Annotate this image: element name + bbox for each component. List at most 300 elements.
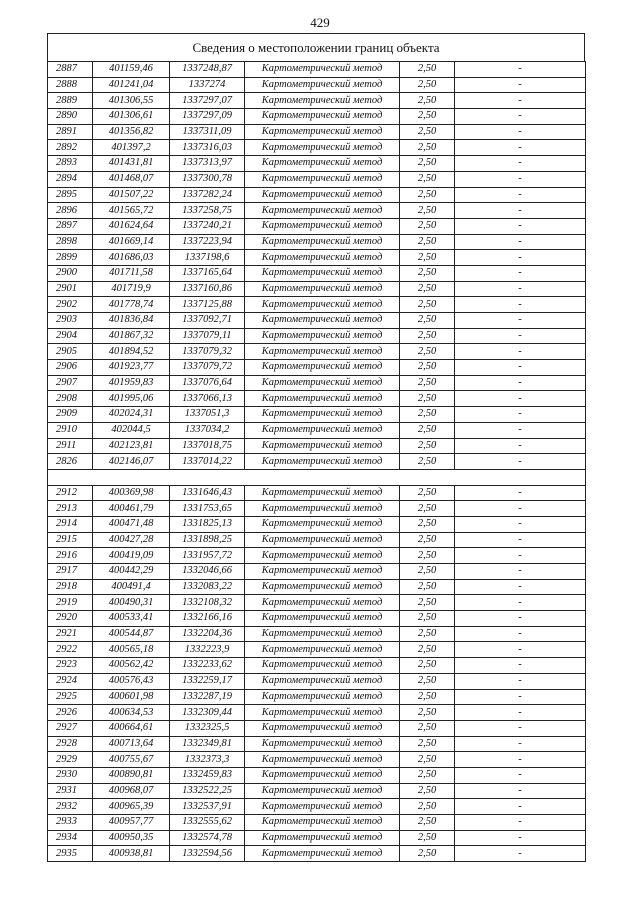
precision: 2,50 <box>400 485 455 501</box>
table-row <box>48 234 586 250</box>
description: - <box>455 265 586 281</box>
block-separator <box>48 469 586 485</box>
y-coordinate: 1332325,5 <box>170 720 245 736</box>
precision: 2,50 <box>400 736 455 752</box>
precision: 2,50 <box>400 124 455 140</box>
table-row <box>48 438 586 454</box>
table-row <box>48 187 586 203</box>
method: Картометрический метод <box>245 767 400 783</box>
precision: 2,50 <box>400 516 455 532</box>
point-number: 2894 <box>48 171 93 187</box>
table-row <box>48 203 586 219</box>
x-coordinate: 400601,98 <box>93 689 170 705</box>
method: Картометрический метод <box>245 501 400 517</box>
method: Картометрический метод <box>245 720 400 736</box>
description: - <box>455 171 586 187</box>
precision: 2,50 <box>400 501 455 517</box>
point-number: 2930 <box>48 767 93 783</box>
precision: 2,50 <box>400 689 455 705</box>
description: - <box>455 360 586 376</box>
y-coordinate: 1337316,03 <box>170 140 245 156</box>
x-coordinate: 402123,81 <box>93 438 170 454</box>
precision: 2,50 <box>400 109 455 125</box>
x-coordinate: 401894,52 <box>93 344 170 360</box>
y-coordinate: 1331898,25 <box>170 532 245 548</box>
y-coordinate: 1337297,07 <box>170 93 245 109</box>
table-row <box>48 673 586 689</box>
x-coordinate: 402146,07 <box>93 454 170 470</box>
x-coordinate: 401624,64 <box>93 218 170 234</box>
table-row <box>48 752 586 768</box>
method: Картометрический метод <box>245 109 400 125</box>
point-number: 2935 <box>48 846 93 862</box>
precision: 2,50 <box>400 673 455 689</box>
table-row <box>48 658 586 674</box>
method: Картометрический метод <box>245 830 400 846</box>
precision: 2,50 <box>400 783 455 799</box>
table-row <box>48 297 586 313</box>
y-coordinate: 1337066,13 <box>170 391 245 407</box>
y-coordinate: 1331957,72 <box>170 548 245 564</box>
method: Картометрический метод <box>245 391 400 407</box>
x-coordinate: 401923,77 <box>93 360 170 376</box>
y-coordinate: 1337079,32 <box>170 344 245 360</box>
precision: 2,50 <box>400 767 455 783</box>
table-row <box>48 265 586 281</box>
point-number: 2903 <box>48 313 93 329</box>
description: - <box>455 736 586 752</box>
description: - <box>455 124 586 140</box>
description: - <box>455 548 586 564</box>
x-coordinate: 400576,43 <box>93 673 170 689</box>
y-coordinate: 1332373,3 <box>170 752 245 768</box>
y-coordinate: 1332233,62 <box>170 658 245 674</box>
y-coordinate: 1331753,65 <box>170 501 245 517</box>
x-coordinate: 400491,4 <box>93 579 170 595</box>
table-row <box>48 360 586 376</box>
table-row <box>48 767 586 783</box>
y-coordinate: 1331646,43 <box>170 485 245 501</box>
table-row <box>48 579 586 595</box>
method: Картометрический метод <box>245 203 400 219</box>
block-a <box>48 62 586 470</box>
y-coordinate: 1332287,19 <box>170 689 245 705</box>
description: - <box>455 328 586 344</box>
table-row <box>48 218 586 234</box>
description: - <box>455 109 586 125</box>
precision: 2,50 <box>400 62 455 78</box>
method: Картометрический метод <box>245 265 400 281</box>
point-number: 2902 <box>48 297 93 313</box>
precision: 2,50 <box>400 438 455 454</box>
precision: 2,50 <box>400 297 455 313</box>
method: Картометрический метод <box>245 438 400 454</box>
separator-cell <box>48 469 586 485</box>
description: - <box>455 140 586 156</box>
coordinates-table <box>47 61 586 862</box>
point-number: 2908 <box>48 391 93 407</box>
method: Картометрический метод <box>245 673 400 689</box>
method: Картометрический метод <box>245 595 400 611</box>
x-coordinate: 401468,07 <box>93 171 170 187</box>
description: - <box>455 344 586 360</box>
point-number: 2896 <box>48 203 93 219</box>
point-number: 2916 <box>48 548 93 564</box>
x-coordinate: 401867,32 <box>93 328 170 344</box>
method: Картометрический метод <box>245 579 400 595</box>
x-coordinate: 401507,22 <box>93 187 170 203</box>
description: - <box>455 281 586 297</box>
method: Картометрический метод <box>245 548 400 564</box>
x-coordinate: 400490,31 <box>93 595 170 611</box>
method: Картометрический метод <box>245 124 400 140</box>
table-row <box>48 830 586 846</box>
description: - <box>455 611 586 627</box>
point-number: 2899 <box>48 250 93 266</box>
table-row <box>48 705 586 721</box>
description: - <box>455 485 586 501</box>
x-coordinate: 400957,77 <box>93 815 170 831</box>
point-number: 2890 <box>48 109 93 125</box>
table-row <box>48 156 586 172</box>
method: Картометрический метод <box>245 218 400 234</box>
y-coordinate: 1337313,97 <box>170 156 245 172</box>
y-coordinate: 1337076,64 <box>170 375 245 391</box>
description: - <box>455 532 586 548</box>
description: - <box>455 156 586 172</box>
y-coordinate: 1337079,11 <box>170 328 245 344</box>
precision: 2,50 <box>400 93 455 109</box>
description: - <box>455 846 586 862</box>
point-number: 2924 <box>48 673 93 689</box>
precision: 2,50 <box>400 328 455 344</box>
point-number: 2905 <box>48 344 93 360</box>
precision: 2,50 <box>400 548 455 564</box>
description: - <box>455 642 586 658</box>
point-number: 2906 <box>48 360 93 376</box>
method: Картометрический метод <box>245 846 400 862</box>
method: Картометрический метод <box>245 454 400 470</box>
x-coordinate: 400950,35 <box>93 830 170 846</box>
precision: 2,50 <box>400 705 455 721</box>
x-coordinate: 400634,53 <box>93 705 170 721</box>
point-number: 2929 <box>48 752 93 768</box>
point-number: 2920 <box>48 611 93 627</box>
precision: 2,50 <box>400 313 455 329</box>
precision: 2,50 <box>400 579 455 595</box>
x-coordinate: 400369,98 <box>93 485 170 501</box>
x-coordinate: 400968,07 <box>93 783 170 799</box>
description: - <box>455 250 586 266</box>
y-coordinate: 1332349,81 <box>170 736 245 752</box>
table-row <box>48 501 586 517</box>
point-number: 2889 <box>48 93 93 109</box>
table-row <box>48 799 586 815</box>
table-row <box>48 140 586 156</box>
table-row <box>48 611 586 627</box>
point-number: 2925 <box>48 689 93 705</box>
point-number: 2921 <box>48 626 93 642</box>
method: Картометрический метод <box>245 642 400 658</box>
x-coordinate: 401241,04 <box>93 77 170 93</box>
point-number: 2914 <box>48 516 93 532</box>
description: - <box>455 767 586 783</box>
y-coordinate: 1332223,9 <box>170 642 245 658</box>
precision: 2,50 <box>400 265 455 281</box>
table-row <box>48 720 586 736</box>
x-coordinate: 400664,61 <box>93 720 170 736</box>
x-coordinate: 401778,74 <box>93 297 170 313</box>
precision: 2,50 <box>400 532 455 548</box>
x-coordinate: 401959,83 <box>93 375 170 391</box>
description: - <box>455 705 586 721</box>
y-coordinate: 1337165,64 <box>170 265 245 281</box>
x-coordinate: 401669,14 <box>93 234 170 250</box>
table-row <box>48 124 586 140</box>
description: - <box>455 77 586 93</box>
method: Картометрический метод <box>245 140 400 156</box>
table-row <box>48 93 586 109</box>
point-number: 2892 <box>48 140 93 156</box>
precision: 2,50 <box>400 234 455 250</box>
point-number: 2928 <box>48 736 93 752</box>
point-number: 2912 <box>48 485 93 501</box>
description: - <box>455 689 586 705</box>
y-coordinate: 1337300,78 <box>170 171 245 187</box>
description: - <box>455 93 586 109</box>
x-coordinate: 401431,81 <box>93 156 170 172</box>
x-coordinate: 401306,55 <box>93 93 170 109</box>
description: - <box>455 203 586 219</box>
y-coordinate: 1337248,87 <box>170 62 245 78</box>
section-title: Сведения о местоположении границ объекта <box>47 33 585 61</box>
method: Картометрический метод <box>245 171 400 187</box>
description: - <box>455 516 586 532</box>
precision: 2,50 <box>400 752 455 768</box>
y-coordinate: 1337311,09 <box>170 124 245 140</box>
y-coordinate: 1332537,91 <box>170 799 245 815</box>
description: - <box>455 454 586 470</box>
y-coordinate: 1332459,83 <box>170 767 245 783</box>
precision: 2,50 <box>400 218 455 234</box>
x-coordinate: 401565,72 <box>93 203 170 219</box>
description: - <box>455 375 586 391</box>
description: - <box>455 422 586 438</box>
description: - <box>455 752 586 768</box>
precision: 2,50 <box>400 611 455 627</box>
method: Картометрический метод <box>245 360 400 376</box>
method: Картометрический метод <box>245 626 400 642</box>
precision: 2,50 <box>400 281 455 297</box>
method: Картометрический метод <box>245 705 400 721</box>
description: - <box>455 658 586 674</box>
method: Картометрический метод <box>245 328 400 344</box>
description: - <box>455 783 586 799</box>
table-row <box>48 171 586 187</box>
y-coordinate: 1337198,6 <box>170 250 245 266</box>
y-coordinate: 1337051,3 <box>170 407 245 423</box>
point-number: 2904 <box>48 328 93 344</box>
table-row <box>48 485 586 501</box>
point-number: 2922 <box>48 642 93 658</box>
x-coordinate: 401686,03 <box>93 250 170 266</box>
y-coordinate: 1337079,72 <box>170 360 245 376</box>
description: - <box>455 579 586 595</box>
table-row <box>48 548 586 564</box>
table-row <box>48 407 586 423</box>
description: - <box>455 407 586 423</box>
description: - <box>455 564 586 580</box>
precision: 2,50 <box>400 250 455 266</box>
description: - <box>455 720 586 736</box>
method: Картометрический метод <box>245 815 400 831</box>
method: Картометрический метод <box>245 783 400 799</box>
description: - <box>455 313 586 329</box>
method: Картометрический метод <box>245 532 400 548</box>
y-coordinate: 1332083,22 <box>170 579 245 595</box>
y-coordinate: 1337125,88 <box>170 297 245 313</box>
table-row <box>48 846 586 862</box>
table-row <box>48 313 586 329</box>
description: - <box>455 62 586 78</box>
method: Картометрический метод <box>245 93 400 109</box>
point-number: 2900 <box>48 265 93 281</box>
block-b <box>48 485 586 862</box>
point-number: 2926 <box>48 705 93 721</box>
y-coordinate: 1332574,78 <box>170 830 245 846</box>
page-number: 429 <box>310 15 330 30</box>
point-number: 2897 <box>48 218 93 234</box>
x-coordinate: 400713,64 <box>93 736 170 752</box>
precision: 2,50 <box>400 720 455 736</box>
point-number: 2911 <box>48 438 93 454</box>
description: - <box>455 501 586 517</box>
point-number: 2909 <box>48 407 93 423</box>
precision: 2,50 <box>400 344 455 360</box>
point-number: 2895 <box>48 187 93 203</box>
point-number: 2918 <box>48 579 93 595</box>
x-coordinate: 401306,61 <box>93 109 170 125</box>
method: Картометрический метод <box>245 156 400 172</box>
precision: 2,50 <box>400 642 455 658</box>
y-coordinate: 1337274 <box>170 77 245 93</box>
precision: 2,50 <box>400 171 455 187</box>
y-coordinate: 1332204,36 <box>170 626 245 642</box>
description: - <box>455 438 586 454</box>
precision: 2,50 <box>400 564 455 580</box>
table-row <box>48 62 586 78</box>
x-coordinate: 400938,81 <box>93 846 170 862</box>
x-coordinate: 400755,67 <box>93 752 170 768</box>
table-row <box>48 328 586 344</box>
method: Картометрический метод <box>245 77 400 93</box>
x-coordinate: 401711,58 <box>93 265 170 281</box>
table-row <box>48 375 586 391</box>
y-coordinate: 1337240,21 <box>170 218 245 234</box>
method: Картометрический метод <box>245 689 400 705</box>
method: Картометрический метод <box>245 564 400 580</box>
table-row <box>48 109 586 125</box>
x-coordinate: 402024,31 <box>93 407 170 423</box>
y-coordinate: 1332166,16 <box>170 611 245 627</box>
precision: 2,50 <box>400 77 455 93</box>
precision: 2,50 <box>400 454 455 470</box>
table-row <box>48 564 586 580</box>
y-coordinate: 1332046,66 <box>170 564 245 580</box>
point-number: 2931 <box>48 783 93 799</box>
point-number: 2915 <box>48 532 93 548</box>
point-number: 2913 <box>48 501 93 517</box>
method: Картометрический метод <box>245 752 400 768</box>
description: - <box>455 297 586 313</box>
method: Картометрический метод <box>245 250 400 266</box>
x-coordinate: 401719,9 <box>93 281 170 297</box>
y-coordinate: 1337282,24 <box>170 187 245 203</box>
table-row <box>48 736 586 752</box>
y-coordinate: 1332594,56 <box>170 846 245 862</box>
y-coordinate: 1337092,71 <box>170 313 245 329</box>
description: - <box>455 595 586 611</box>
x-coordinate: 400533,41 <box>93 611 170 627</box>
method: Картометрический метод <box>245 736 400 752</box>
method: Картометрический метод <box>245 658 400 674</box>
description: - <box>455 830 586 846</box>
precision: 2,50 <box>400 156 455 172</box>
x-coordinate: 401356,82 <box>93 124 170 140</box>
point-number: 2923 <box>48 658 93 674</box>
precision: 2,50 <box>400 626 455 642</box>
method: Картометрический метод <box>245 516 400 532</box>
table-row <box>48 422 586 438</box>
method: Картометрический метод <box>245 62 400 78</box>
x-coordinate: 400890,81 <box>93 767 170 783</box>
x-coordinate: 401836,84 <box>93 313 170 329</box>
point-number: 2898 <box>48 234 93 250</box>
precision: 2,50 <box>400 595 455 611</box>
y-coordinate: 1337034,2 <box>170 422 245 438</box>
y-coordinate: 1332522,25 <box>170 783 245 799</box>
precision: 2,50 <box>400 187 455 203</box>
x-coordinate: 402044,5 <box>93 422 170 438</box>
y-coordinate: 1332259,17 <box>170 673 245 689</box>
method: Картометрический метод <box>245 281 400 297</box>
precision: 2,50 <box>400 658 455 674</box>
table-row <box>48 642 586 658</box>
y-coordinate: 1337014,22 <box>170 454 245 470</box>
table-row <box>48 454 586 470</box>
table-row <box>48 595 586 611</box>
point-number: 2927 <box>48 720 93 736</box>
x-coordinate: 400471,48 <box>93 516 170 532</box>
y-coordinate: 1337223,94 <box>170 234 245 250</box>
table-row <box>48 77 586 93</box>
point-number: 2917 <box>48 564 93 580</box>
y-coordinate: 1337258,75 <box>170 203 245 219</box>
x-coordinate: 400565,18 <box>93 642 170 658</box>
table-row <box>48 689 586 705</box>
method: Картометрический метод <box>245 799 400 815</box>
point-number: 2888 <box>48 77 93 93</box>
precision: 2,50 <box>400 799 455 815</box>
point-number: 2826 <box>48 454 93 470</box>
table-row <box>48 516 586 532</box>
method: Картометрический метод <box>245 344 400 360</box>
point-number: 2893 <box>48 156 93 172</box>
table-row <box>48 344 586 360</box>
x-coordinate: 401397,2 <box>93 140 170 156</box>
description: - <box>455 218 586 234</box>
description: - <box>455 799 586 815</box>
